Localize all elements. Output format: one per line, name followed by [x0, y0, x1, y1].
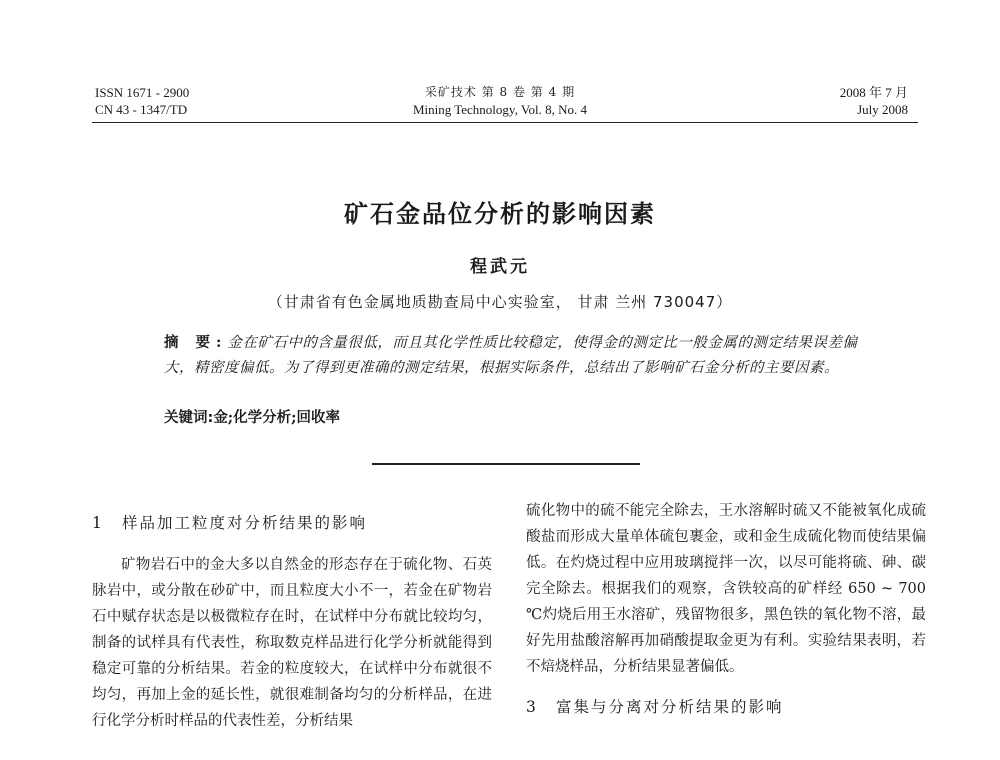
section-heading-1 — [92, 510, 492, 536]
section-1-paragraph: 矿物岩石中的金大多以自然金的形态存在于硫化物、石英脉岩中，或分散在砂矿中，而且粒度大小不一，若金在矿物岩石中赋存状态是以极微粒存在时，在试样中分布就比较均匀，制备的试样具有代表性，称取数克样品进行化学分析就能得到稳定可靠的分析结果。若金的粒度较大，在试样中分布就很不均匀，再加上金的延长性，就很难制备均匀的分析样品，在进行化学分析时样品的代表性差，分析结果 — [92, 557, 492, 729]
body-column-left — [92, 498, 492, 734]
cn-text: CN 43 - 1347/TD — [95, 102, 188, 117]
journal-name-cn: 采矿技术 第 8 卷 第 4 期 — [424, 85, 576, 99]
abstract-label: 摘 要: — [164, 334, 228, 351]
article-author: 程武元 — [470, 257, 530, 277]
section-title: 样品加工粒度对分析结果的影响 — [122, 514, 368, 532]
section-number: 1 — [92, 514, 102, 532]
keywords-label: 关键词: — [164, 410, 214, 426]
abstract — [164, 330, 864, 381]
article-title: 矿石金品位分析的影响因素 — [344, 200, 656, 228]
section-title: 富集与分离对分析结果的影响 — [556, 698, 784, 716]
body-column-right — [526, 498, 926, 720]
keywords — [164, 405, 864, 431]
continued-paragraph: 硫化物中的硫不能完全除去，王水溶解时硫又不能被氧化成硫酸盐而形成大量单体硫包裹金，或和金生成硫化物而使结果偏低。在灼烧过程中应用玻璃搅拌一次，以尽可能将硫、砷、碳完全除去。根据我们的观察，含铁较高的矿样经 650 ~ 700 ℃灼烧后用王水溶矿，残留物很多，黑色铁的氧化物不溶，最好先用盐酸溶解再加硝酸提取金更为有利。实验结果表明，若不焙烧样品，分析结果显著偏低。 — [526, 503, 926, 675]
keywords-text: 金;化学分析;回收率 — [213, 409, 341, 426]
journal-date-block — [840, 84, 908, 118]
abstract-text: 金在矿石中的含量很低，而且其化学性质比较稳定，使得金的测定比一般金属的测定结果误差偏大，精密度偏低。为了得到更准确的测定结果，根据实际条件，总结出了影响矿石金分析的主要因素。 — [164, 335, 858, 376]
section-number: 3 — [526, 698, 536, 716]
issn-text: ISSN 1671 - 2900 — [95, 85, 190, 100]
section-heading-3 — [526, 694, 926, 720]
header-rule — [92, 122, 918, 123]
abstract-divider — [372, 463, 640, 465]
date-cn: 2008 年 7 月 — [839, 85, 908, 100]
date-en: July 2008 — [857, 102, 908, 117]
author-affiliation: （甘肃省有色金属地质勘查局中心实验室， 甘肃 兰州 730047） — [267, 293, 733, 311]
journal-name-en: Mining Technology, Vol. 8, No. 4 — [412, 102, 588, 117]
